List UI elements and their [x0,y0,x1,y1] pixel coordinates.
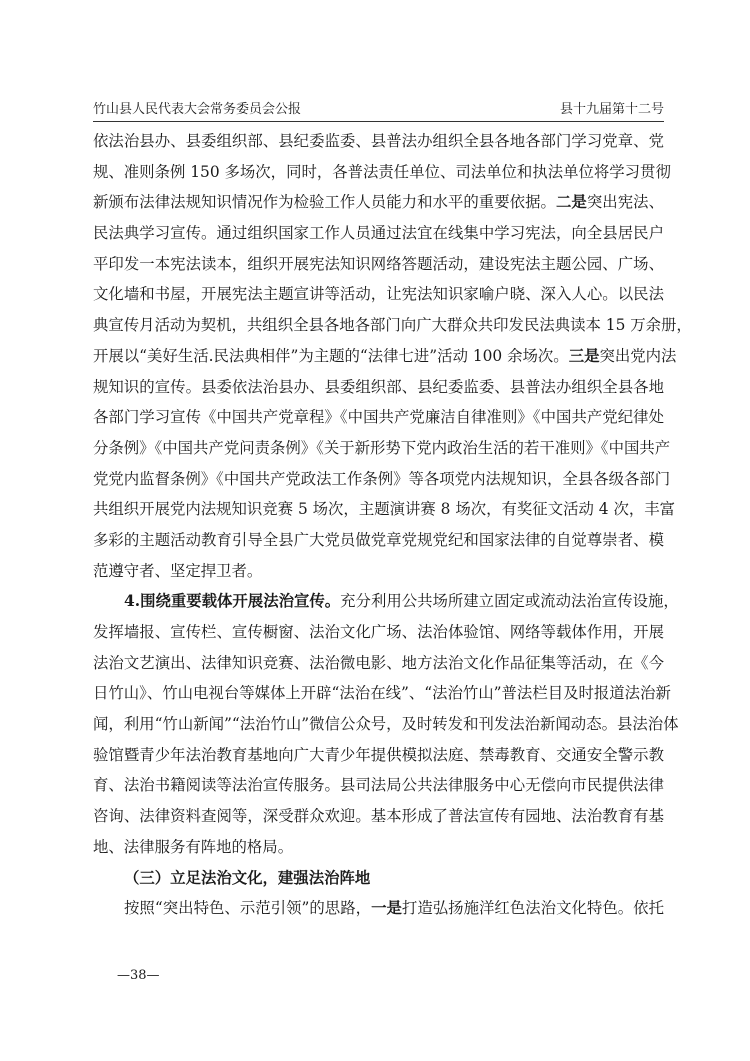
text-line: 地、法律服务有阵地的格局。 [93,837,294,856]
text-line: 闻，利用“竹山新闻”“法治竹山”微信公众号，及时转发和刊发法治新闻动态。县法治体 [93,715,679,734]
publication-title: 竹山县人民代表大会常务委员会公报 [93,102,302,117]
header-divider [93,121,664,122]
text-line: 多彩的主题活动教育引导全县广大党员做党章党规党纪和国家法律的自觉尊崇者、模 [93,530,664,549]
text-line: 平印发一本宪法读本，组织开展宪法知识网络答题活动，建设宪法主题公园、广场、 [93,254,664,273]
issue-number: 县十九届第十二号 [559,102,664,117]
text-line: 新颁布法律法规知识情况作为检验工作人员能力和水平的重要依据。二是突出宪法、 [93,193,664,212]
text-line: 法治文艺演出、法律知识竞赛、法治微电影、地方法治文化作品征集等活动，在《今 [93,653,664,672]
text-line: 党党内监督条例》《中国共产党政法工作条例》等各项党内法规知识，全县各级各部门 [93,469,671,488]
document-body [93,126,692,924]
text-line: 规知识的宣传。县委依法治县办、县委组织部、县纪委监委、县普法办组织全县各地 [93,377,664,396]
text-line: 各部门学习宣传《中国共产党章程》《中国共产党廉洁自律准则》《中国共产党纪律处 [93,408,664,427]
text-line: 典宣传月活动为契机，共组织全县各地各部门向广大群众共印发民法典读本 15 万余册， [93,316,692,335]
section-heading: （三）立足法治文化，建强法治阵地 [124,868,371,887]
text-line: 验馆暨青少年法治教育基地向广大青少年提供模拟法庭、禁毒教育、交通安全警示教 [93,745,664,764]
page-number: —38— [117,968,160,983]
text-line: 按照“突出特色、示范引领”的思路，一是打造弘扬施洋红色法治文化特色。依托 [124,899,664,918]
text-line: 育、法治书籍阅读等法治宣传服务。县司法局公共法律服务中心无偿向市民提供法律 [93,776,664,795]
text-line: 分条例》《中国共产党问责条例》《关于新形势下党内政治生活的若干准则》《中国共产 [93,438,671,457]
text-line: 共组织开展党内法规知识竞赛 5 场次，主题演讲赛 8 场次，有奖征文活动 4 次，丰富 [93,500,676,519]
text-line: 咨询、法律资料查阅等，深受群众欢迎。基本形成了普法宣传有园地、法治教育有基 [93,807,664,826]
text-line: 文化墙和书屋，开展宪法主题宣讲等活动，让宪法知识家喻户晓、深入人心。以民法 [93,285,664,304]
text-line: 范遵守者、坚定捍卫者。 [93,561,263,580]
emphasis-three: 三是 [568,346,600,365]
text-line: 依法治县办、县委组织部、县纪委监委、县普法办组织全县各地各部门学习党章、党 [93,132,664,150]
text-line: 日竹山》、竹山电视台等媒体上开辟“法治在线”、“法治竹山”普法栏目及时报道法治新 [93,684,671,703]
text-line: 规、准则条例 150 多场次，同时，各普法责任单位、司法单位和执法单位将学习贯彻 [93,162,671,181]
text-line: 发挥墙报、宣传栏、宣传橱窗、法治文化广场、法治体验馆、网络等载体作用，开展 [93,623,664,641]
text-line: 民法典学习宣传。通过组织国家工作人员通过法宜在线集中学习宪法，向全县居民户 [93,224,664,243]
text-line: 开展以“美好生活.民法典相伴”为主题的“法律七进”活动 100 余场次。三是突出党内法 [93,346,677,365]
text-line: 4.围绕重要载体开展法治宣传。充分利用公共场所建立固定或流动法治宣传设施， [124,592,679,611]
emphasis-one: 一是 [371,899,402,918]
page-header [93,101,664,119]
emphasis-two: 二是 [555,193,587,212]
item-heading: 4.围绕重要载体开展法治宣传。 [124,592,341,611]
